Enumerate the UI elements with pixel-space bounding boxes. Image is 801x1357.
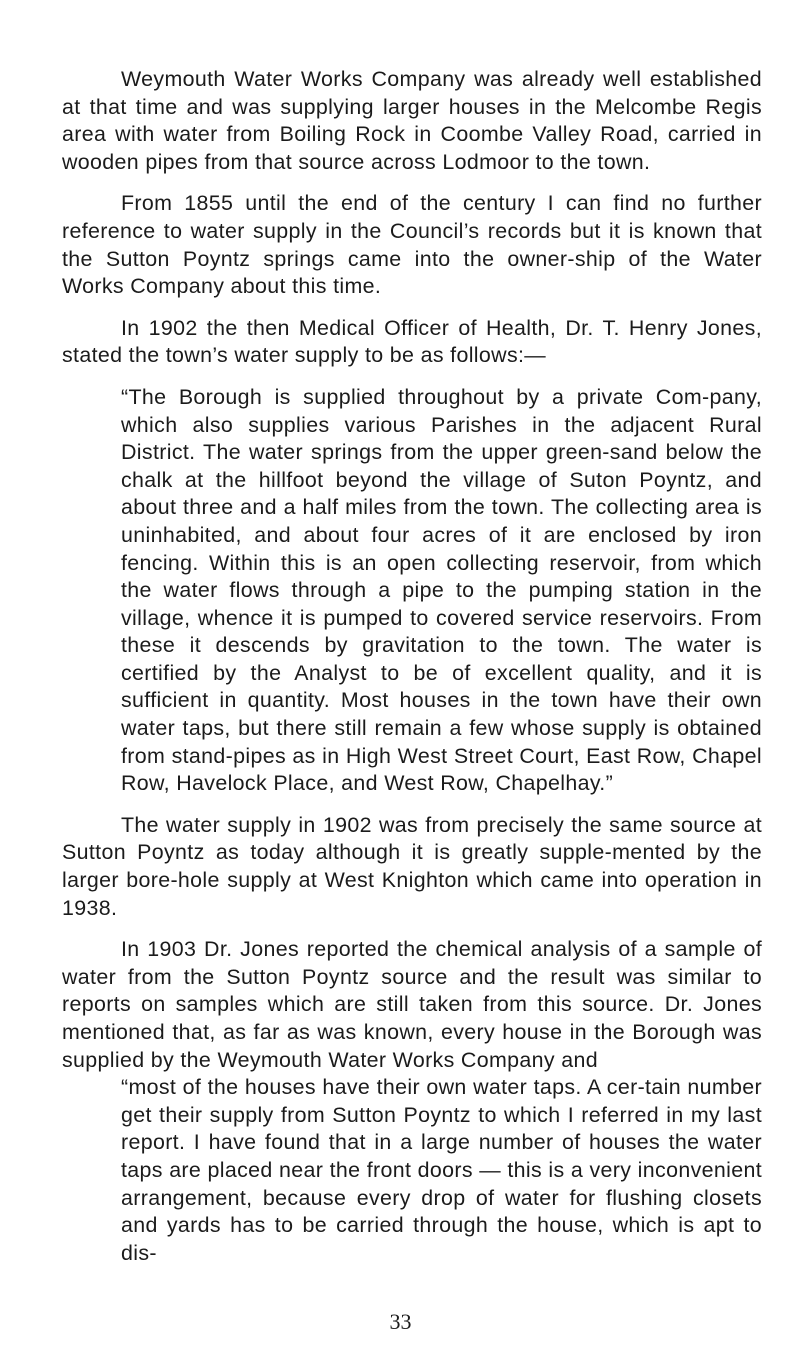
- page-text: [62, 66, 762, 1281]
- paragraph-sutton-poyntz-springs: From 1855 until the end of the century I can find no further reference to water supply in the Council’s records but it is known that the Sutton Poyntz springs came into the owner-ship of the Water Works Company about this time.: [62, 191, 762, 299]
- quote-water-taps: “most of the houses have their own water taps. A cer-tain number get their supply from Sutton Poyntz to which I referred in my last report. I have found that in a large number of houses the water taps are placed near the front doors — this is a very inconvenient arrangement, because every drop of water for flushing closets and yards has to be carried through the house, which is apt to dis-: [121, 1075, 762, 1265]
- paragraph-water-works-history: Weymouth Water Works Company was already well established at that time and was supplying larger houses in the Melcombe Regis area with water from Boiling Rock in Coombe Valley Road, carried in wooden pipes from that source across Lodmoor to the town.: [62, 67, 762, 174]
- quote-borough-supply: “The Borough is supplied throughout by a private Com-pany, which also supplies various Parishes in the adjacent Rural District. The water springs from the upper green-sand below the chalk at the hillfoot beyond the village of Suton Poyntz, and about three and a half miles from the town. The collecting area is uninhabited, and about four acres of it are enclosed by iron fencing. Within this is an open collecting reservoir, from which the water flows through a pipe to the pumping station in the village, whence it is pumped to covered service reservoirs. From these it descends by gravitation to the town. The water is certified by the Analyst to be of excellent quality, and it is sufficient in quantity. Most houses in the town have their own water taps, but there still remain a few whose supply is obtained from stand-pipes as in High West Street Court, East Row, Chapel Row, Havelock Place, and West Row, Chapelhay.”: [121, 384, 762, 796]
- paragraph-analysis-1903: In 1903 Dr. Jones reported the chemical analysis of a sample of water from the Sutton Poyntz source and the result was similar to reports on samples which are still taken from this source. Dr. Jones mentioned that, as far as was known, every house in the Borough was supplied by the Weymouth Water Works Company and: [62, 937, 762, 1072]
- paragraph-medical-officer-1902: In 1902 the then Medical Officer of Health, Dr. T. Henry Jones, stated the town’s water supply to be as follows:—: [62, 315, 762, 368]
- paragraph-supply-1902: The water supply in 1902 was from precisely the same source at Sutton Poyntz as today although it is greatly supple-mented by the larger bore-hole supply at West Knighton which came into operation in 1938.: [62, 812, 762, 920]
- page-number: 33: [389, 1309, 412, 1334]
